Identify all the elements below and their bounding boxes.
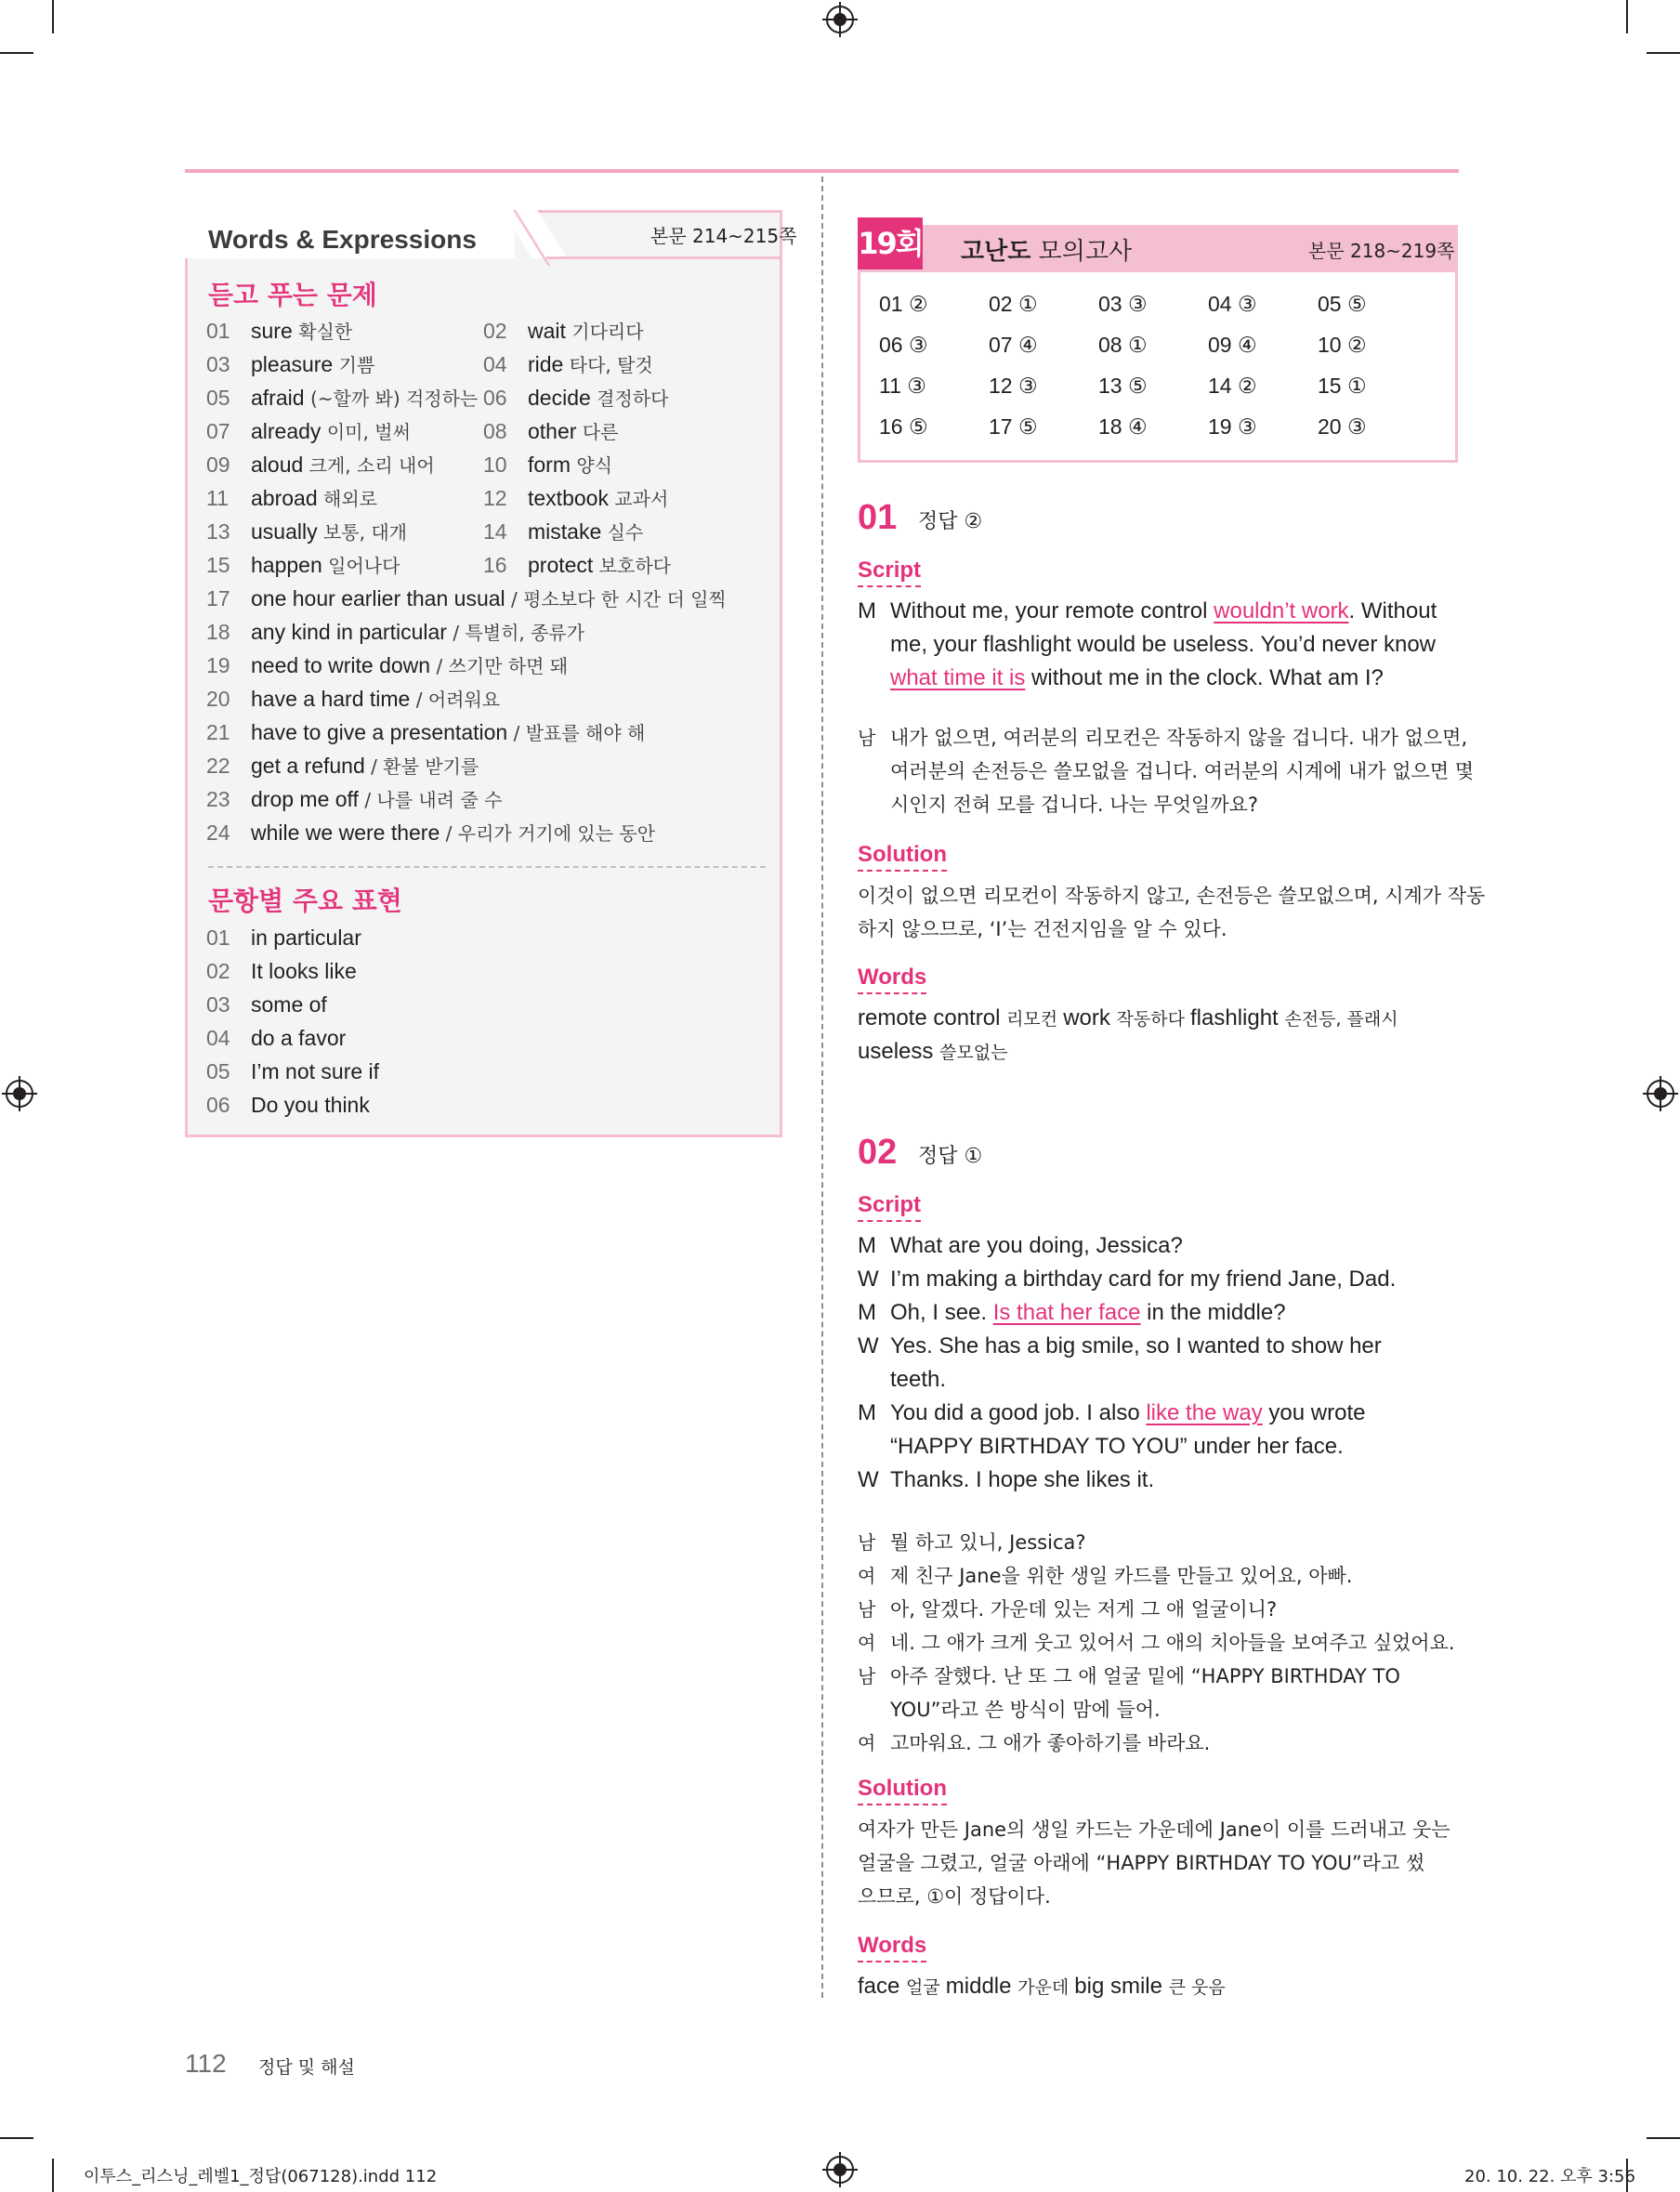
answer-cell: 08 ①: [1098, 333, 1148, 357]
word-en: flashlight: [1190, 1005, 1285, 1030]
answer-cell: 02 ①: [989, 292, 1038, 316]
script-text: you wrote: [1262, 1400, 1366, 1425]
script-text: in the middle?: [1140, 1300, 1286, 1325]
section-title-expressions: 문항별 주요 표현: [208, 886, 402, 916]
item-word: aloud: [251, 453, 309, 477]
speaker-label: M: [858, 1300, 876, 1325]
script-text: Without me, your remote control: [890, 598, 1214, 623]
item-number: 01: [206, 925, 230, 950]
script-line: [890, 1397, 1365, 1430]
answer-cell: 16 ⑤: [879, 414, 928, 439]
crop-mark: [0, 2137, 33, 2139]
word-en: middle: [945, 1974, 1018, 1999]
words-label: Words: [858, 965, 927, 990]
answer-cell: 07 ④: [989, 333, 1038, 357]
phrase-item: [206, 752, 479, 780]
expression-item: [206, 957, 357, 985]
key-phrase: what time it is: [890, 665, 1026, 690]
solution-label: Solution: [858, 1776, 947, 1801]
script-line: [890, 1464, 1154, 1497]
word-ko: 리모컨: [1006, 1009, 1064, 1030]
page-reference: 본문 218~219쪽: [1308, 240, 1455, 262]
speaker-label: M: [858, 1400, 876, 1425]
script-line: [890, 1430, 1344, 1464]
section-divider: [208, 866, 766, 868]
item-number: 24: [206, 820, 230, 845]
phrase-item: [206, 651, 568, 679]
words-expressions-title: Words & Expressions: [208, 225, 477, 254]
item-number: 03: [206, 352, 230, 376]
item-number: 04: [483, 352, 507, 376]
script-line: [890, 1263, 1396, 1296]
question-number: 01: [858, 498, 898, 537]
slug-file: 이투스_리스닝_레벨1_정답(067128).indd 112: [84, 2167, 438, 2186]
item-word: wait: [528, 319, 572, 343]
item-number: 01: [206, 319, 230, 343]
phrase-item: [206, 819, 655, 847]
vocab-item: [483, 384, 668, 412]
item-number: 17: [206, 586, 230, 610]
translation-line: 제 친구 Jane을 위한 생일 카드를 만들고 있어요, 아빠.: [890, 1565, 1353, 1587]
script-text: What are you doing, Jessica?: [890, 1233, 1183, 1258]
item-word: mistake: [528, 519, 608, 544]
answer-cell: 10 ②: [1318, 333, 1367, 357]
slug-date: 20. 10. 22. 오후 3:56: [1464, 2167, 1635, 2186]
item-phrase: need to write down: [251, 653, 437, 677]
key-phrase: Is that her face: [992, 1300, 1141, 1325]
script-line: [890, 628, 1436, 662]
solution-line: 얼굴을 그렸고, 얼굴 아래에 “HAPPY BIRTHDAY TO YOU”라고 썼: [858, 1852, 1425, 1874]
item-phrase: do a favor: [251, 1026, 347, 1050]
item-meaning: / 환불 받기를: [371, 755, 479, 778]
word-en: big smile: [1074, 1974, 1169, 1999]
item-number: 05: [206, 386, 230, 410]
solution-line: 하지 않으므로, ‘I’는 건전지임을 알 수 있다.: [858, 918, 1227, 940]
words-label: Words: [858, 1933, 927, 1958]
item-meaning: 확실한: [298, 321, 353, 343]
answer-cell: 20 ③: [1318, 414, 1367, 439]
item-number: 10: [483, 453, 507, 477]
script-text: me, your flashlight would be useless. You’d never know: [890, 632, 1437, 657]
item-meaning: 크게, 소리 내어: [308, 454, 435, 477]
column-divider: [821, 177, 823, 1998]
item-meaning: / 발표를 해야 해: [513, 722, 646, 744]
item-meaning: 이미, 벌써: [326, 421, 411, 443]
item-number: 12: [483, 486, 507, 510]
vocab-item: [483, 551, 671, 579]
answer-cell: 11 ③: [879, 374, 926, 398]
vocab-item: [206, 484, 377, 512]
translation-line: YOU”라고 쓴 방식이 맘에 들어.: [890, 1699, 1161, 1721]
item-meaning: / 쓰기만 하면 돼: [436, 655, 569, 677]
vocab-item: [483, 417, 618, 445]
script-text: Yes. She has a big smile, so I wanted to show her: [890, 1333, 1382, 1359]
phrase-item: [206, 785, 502, 813]
item-number: 23: [206, 787, 230, 811]
answer-cell: 06 ③: [879, 333, 928, 357]
translation-line: 뭘 하고 있니, Jessica?: [890, 1531, 1086, 1554]
item-number: 09: [206, 453, 230, 477]
script-line: [890, 1296, 1286, 1330]
answer-cell: 19 ③: [1208, 414, 1257, 439]
item-word: pleasure: [251, 352, 339, 376]
item-phrase: one hour earlier than usual: [251, 586, 512, 610]
crop-mark: [52, 2159, 54, 2192]
item-meaning: 일어나다: [328, 555, 400, 577]
item-meaning: 양식: [576, 454, 613, 477]
item-meaning: 해외로: [323, 488, 377, 510]
vocab-item: [206, 417, 411, 445]
item-number: 05: [206, 1059, 230, 1083]
vocab-item: [483, 484, 668, 512]
item-number: 11: [206, 486, 229, 510]
item-phrase: I’m not sure if: [251, 1059, 380, 1083]
script-line: [890, 1330, 1382, 1363]
word-en: work: [1063, 1005, 1117, 1030]
translation-line: 아, 알겠다. 가운데 있는 저게 그 애 얼굴이니?: [890, 1598, 1278, 1621]
round-badge: 19회: [858, 217, 923, 269]
item-meaning: / 특별히, 종류가: [453, 622, 585, 644]
word-ko: 손전등, 플래시: [1284, 1009, 1398, 1030]
item-number: 21: [206, 720, 230, 744]
item-number: 06: [206, 1093, 230, 1117]
vocab-item: [483, 518, 643, 545]
item-meaning: 실수: [607, 521, 644, 544]
item-number: 19: [206, 653, 230, 677]
item-meaning: 기쁨: [338, 354, 375, 376]
word-ko: 쓸모없는: [939, 1043, 1008, 1063]
item-meaning: / 평소보다 한 시간 더 일찍: [511, 588, 727, 610]
key-phrase: like the way: [1146, 1400, 1263, 1425]
script-line: [890, 1363, 946, 1397]
item-word: happen: [251, 553, 329, 577]
speaker-label: 여: [858, 1632, 876, 1654]
word-en: remote control: [858, 1005, 1007, 1030]
answer-cell: 13 ⑤: [1098, 374, 1148, 398]
answer-label: 정답 ①: [918, 1145, 983, 1168]
answer-cell: 12 ③: [989, 374, 1038, 398]
item-word: protect: [528, 553, 599, 577]
vocab-item: [483, 317, 644, 345]
translation-line: 네. 그 애가 크게 웃고 있어서 그 애의 치아들을 보여주고 싶었어요.: [890, 1632, 1455, 1654]
answer-cell: 15 ①: [1318, 374, 1367, 398]
answer-cell: 14 ②: [1208, 374, 1257, 398]
words-line: [858, 1970, 1226, 2004]
item-number: 02: [206, 959, 230, 983]
item-word: other: [528, 419, 583, 443]
item-number: 14: [483, 519, 507, 544]
item-number: 20: [206, 687, 230, 711]
item-word: afraid: [251, 386, 310, 410]
answer-cell: 03 ③: [1098, 292, 1148, 316]
speaker-label: 여: [858, 1565, 876, 1587]
script-text: without me in the clock. What am I?: [1025, 665, 1384, 690]
translation-line: 시인지 전혀 모를 겁니다. 나는 무엇일까요?: [890, 794, 1259, 816]
item-phrase: It looks like: [251, 959, 357, 983]
speaker-label: M: [858, 598, 876, 623]
translation-line: 고마워요. 그 애가 좋아하기를 바라요.: [890, 1732, 1211, 1754]
item-number: 18: [206, 620, 230, 644]
script-text: You did a good job. I also: [890, 1400, 1147, 1425]
item-meaning: / 어려워요: [415, 689, 501, 711]
item-meaning: 결정하다: [597, 387, 669, 410]
translation-line: 내가 없으면, 여러분의 리모컨은 작동하지 않을 겁니다. 내가 없으면,: [890, 727, 1468, 749]
item-meaning: 교과서: [614, 488, 669, 510]
item-number: 15: [206, 553, 230, 577]
phrase-item: [206, 685, 500, 713]
script-label: Script: [858, 1192, 922, 1217]
phrase-item: [206, 584, 727, 612]
item-meaning: 다른: [582, 421, 619, 443]
word-en: useless: [858, 1039, 940, 1064]
box-tab-rule: [546, 256, 782, 259]
crop-mark: [1647, 2137, 1680, 2139]
item-word: already: [251, 419, 327, 443]
speaker-label: W: [858, 1267, 879, 1292]
solution-line: 이것이 없으면 리모컨이 작동하지 않고, 손전등은 쓸모없으며, 시계가 작동: [858, 885, 1486, 907]
item-phrase: have a hard time: [251, 687, 416, 711]
item-word: sure: [251, 319, 299, 343]
vocab-item: [206, 451, 435, 479]
item-phrase: get a refund: [251, 754, 372, 778]
crop-mark: [1626, 0, 1628, 33]
word-ko: 얼굴: [906, 1977, 946, 1998]
item-number: 02: [483, 319, 507, 343]
script-label: Script: [858, 558, 922, 583]
solution-line: 여자가 만든 Jane의 생일 카드는 가운데에 Jane이 이를 드러내고 웃는: [858, 1818, 1450, 1841]
words-line: [858, 1002, 1398, 1036]
translation-line: 아주 잘했다. 난 또 그 애 얼굴 밑에 “HAPPY BIRTHDAY TO: [890, 1665, 1400, 1687]
speaker-label: 여: [858, 1732, 876, 1754]
item-number: 13: [206, 519, 230, 544]
item-phrase: in particular: [251, 925, 361, 950]
item-number: 07: [206, 419, 230, 443]
question-number: 02: [858, 1133, 898, 1172]
word-en: face: [858, 1974, 907, 1999]
expression-item: [206, 1057, 379, 1085]
vocab-item: [206, 350, 374, 378]
page-number: 112: [185, 2049, 227, 2078]
footer-label: 정답 및 해설: [258, 2057, 355, 2078]
vocab-item: [206, 384, 478, 412]
phrase-item: [206, 618, 584, 646]
item-number: 03: [206, 992, 230, 1017]
key-phrase: wouldn’t work: [1214, 598, 1349, 623]
answer-cell: 17 ⑤: [989, 414, 1038, 439]
speaker-label: 남: [858, 1531, 876, 1554]
item-phrase: have to give a presentation: [251, 720, 514, 744]
answer-cell: 05 ⑤: [1318, 292, 1367, 316]
item-meaning: / 우리가 거기에 있는 동안: [445, 822, 656, 845]
words-line: [858, 1035, 1007, 1070]
item-phrase: some of: [251, 992, 327, 1017]
script-line: [890, 1229, 1183, 1263]
item-meaning: / 나를 내려 줄 수: [364, 789, 503, 811]
expression-item: [206, 991, 327, 1018]
item-word: decide: [528, 386, 597, 410]
vocab-item: [206, 551, 400, 579]
word-ko: 큰 웃음: [1168, 1977, 1226, 1998]
registration-mark-icon: [6, 1080, 33, 1108]
crop-mark: [0, 52, 33, 54]
crop-mark: [52, 0, 54, 33]
speaker-label: M: [858, 1233, 876, 1258]
speaker-label: 남: [858, 1665, 876, 1687]
item-meaning: 보통, 대개: [322, 521, 407, 544]
item-number: 06: [483, 386, 507, 410]
speaker-label: 남: [858, 1598, 876, 1621]
crop-mark: [1647, 52, 1680, 54]
speaker-label: W: [858, 1467, 879, 1492]
item-meaning: (~할까 봐) 걱정하는: [309, 387, 479, 410]
script-text: “HAPPY BIRTHDAY TO YOU” under her face.: [890, 1434, 1344, 1459]
item-word: abroad: [251, 486, 324, 510]
registration-mark-icon: [826, 2156, 854, 2184]
item-number: 16: [483, 553, 507, 577]
item-phrase: while we were there: [251, 820, 446, 845]
vocab-item: [206, 317, 352, 345]
registration-mark-icon: [1647, 1080, 1674, 1108]
registration-mark-icon: [826, 6, 854, 33]
translation-line: 여러분의 손전등은 쓸모없을 겁니다. 여러분의 시계에 내가 없으면 몇: [890, 760, 1475, 782]
answer-cell: 01 ②: [879, 292, 928, 316]
item-phrase: drop me off: [251, 787, 365, 811]
word-ko: 가운데: [1017, 1977, 1075, 1998]
script-text: Thanks. I hope she likes it.: [890, 1467, 1155, 1492]
script-line: [890, 662, 1384, 695]
answer-key-title: 고난도 모의고사: [961, 238, 1133, 266]
answer-cell: 04 ③: [1208, 292, 1257, 316]
section-title-listening: 듣고 푸는 문제: [208, 280, 377, 310]
script-text: I’m making a birthday card for my friend Jane, Dad.: [890, 1267, 1397, 1292]
expression-item: [206, 924, 361, 952]
item-number: 04: [206, 1026, 230, 1050]
answer-cell: 18 ④: [1098, 414, 1148, 439]
item-meaning: 기다리다: [571, 321, 644, 343]
header-rule: [185, 169, 1459, 173]
speaker-label: 남: [858, 727, 876, 749]
item-word: form: [528, 453, 577, 477]
vocab-item: [483, 451, 612, 479]
item-phrase: any kind in particular: [251, 620, 453, 644]
speaker-label: W: [858, 1333, 879, 1359]
item-number: 22: [206, 754, 230, 778]
answer-label: 정답 ②: [918, 510, 983, 533]
script-line: [890, 595, 1437, 628]
script-text: Oh, I see.: [890, 1300, 993, 1325]
solution-line: 으므로, ①이 정답이다.: [858, 1885, 1051, 1908]
item-meaning: 보호하다: [598, 555, 671, 577]
vocab-item: [483, 350, 653, 378]
word-ko: 작동하다: [1116, 1009, 1190, 1030]
script-text: . Without: [1348, 598, 1437, 623]
expression-item: [206, 1024, 346, 1052]
item-phrase: Do you think: [251, 1093, 370, 1117]
script-text: teeth.: [890, 1367, 947, 1392]
item-number: 08: [483, 419, 507, 443]
item-word: textbook: [528, 486, 615, 510]
expression-item: [206, 1091, 370, 1119]
phrase-item: [206, 718, 645, 746]
vocab-item: [206, 518, 407, 545]
page-reference: 본문 214~215쪽: [650, 225, 797, 247]
answer-cell: 09 ④: [1208, 333, 1257, 357]
item-meaning: 타다, 탈것: [569, 354, 653, 376]
solution-label: Solution: [858, 842, 947, 867]
item-word: usually: [251, 519, 323, 544]
item-word: ride: [528, 352, 570, 376]
